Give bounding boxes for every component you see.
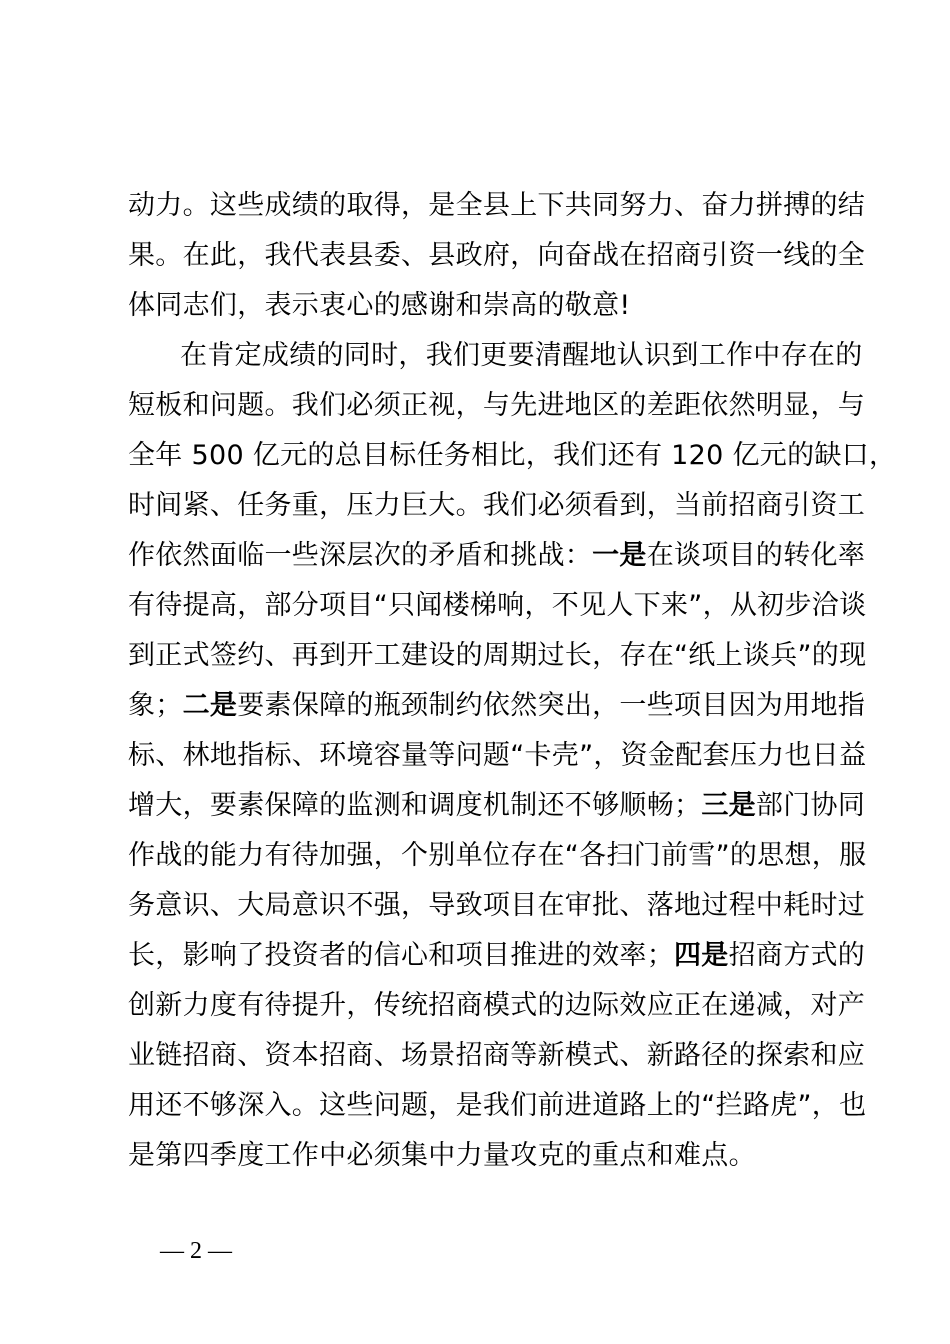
text-line: 短板和问题。我们必须正视，与先进地区的差距依然明显，与 — [128, 390, 866, 421]
text-line: 动力。这些成绩的取得，是全县上下共同努力、奋力拼搏的结 — [128, 190, 866, 221]
text-line: 创新力度有待提升，传统招商模式的边际效应正在递减，对产 — [128, 990, 866, 1021]
text-line — [128, 938, 866, 974]
bold-marker-two: 二是 — [182, 690, 238, 721]
text-line: 用还不够深入。这些问题，是我们前进道路上的“拦路虎”，也 — [128, 1090, 867, 1121]
text-segment: 增大，要素保障的监测和调度机制还不够顺畅； — [128, 790, 702, 821]
text-line: 业链招商、资本招商、场景招商等新模式、新路径的探索和应 — [128, 1040, 866, 1071]
text-segment: 作依然面临一些深层次的矛盾和挑战： — [128, 540, 593, 571]
page-number: — 2 — — [160, 1238, 232, 1264]
text-line: 务意识、大局意识不强，导致项目在审批、落地过程中耗时过 — [128, 890, 866, 921]
text-line: 体同志们，表示衷心的感谢和崇高的敬意! — [128, 290, 631, 321]
text-segment: 在谈项目的转化率 — [646, 540, 866, 571]
text-segment: 长，影响了投资者的信心和项目推进的效率； — [128, 940, 674, 971]
text-segment: 要素保障的瓶颈制约依然突出，一些项目因为用地指 — [237, 690, 866, 721]
text-segment: 招商方式的 — [728, 940, 866, 971]
text-line: 果。在此，我代表县委、县政府，向奋战在招商引资一线的全 — [128, 240, 866, 271]
text-line: 标、林地指标、环境容量等问题“卡壳”，资金配套压力也日益 — [128, 740, 867, 771]
text-line — [128, 688, 866, 724]
text-line: 是第四季度工作中必须集中力量攻克的重点和难点。 — [128, 1140, 756, 1171]
text-segment: 部门协同 — [755, 790, 866, 821]
text-line: 时间紧、任务重，压力巨大。我们必须看到，当前招商引资工 — [128, 490, 866, 521]
bold-marker-four: 四是 — [674, 940, 729, 971]
text-line: 到正式签约、再到开工建设的周期过长，存在“纸上谈兵”的现 — [128, 640, 867, 671]
text-line: 有待提高，部分项目“只闻楼梯响，不见人下来”，从初步洽谈 — [128, 590, 867, 621]
text-line — [128, 538, 866, 574]
text-line — [128, 788, 866, 824]
bold-marker-three: 三是 — [701, 790, 756, 821]
paragraph-first-line: 在肯定成绩的同时，我们更要清醒地认识到工作中存在的 — [180, 340, 863, 371]
text-segment: 象； — [128, 690, 183, 721]
text-line: 作战的能力有待加强，个别单位存在“各扫门前雪”的思想，服 — [128, 840, 867, 871]
bold-marker-one: 一是 — [592, 540, 647, 571]
text-line: 全年 500 亿元的总目标任务相比，我们还有 120 亿元的缺口， — [128, 440, 897, 471]
